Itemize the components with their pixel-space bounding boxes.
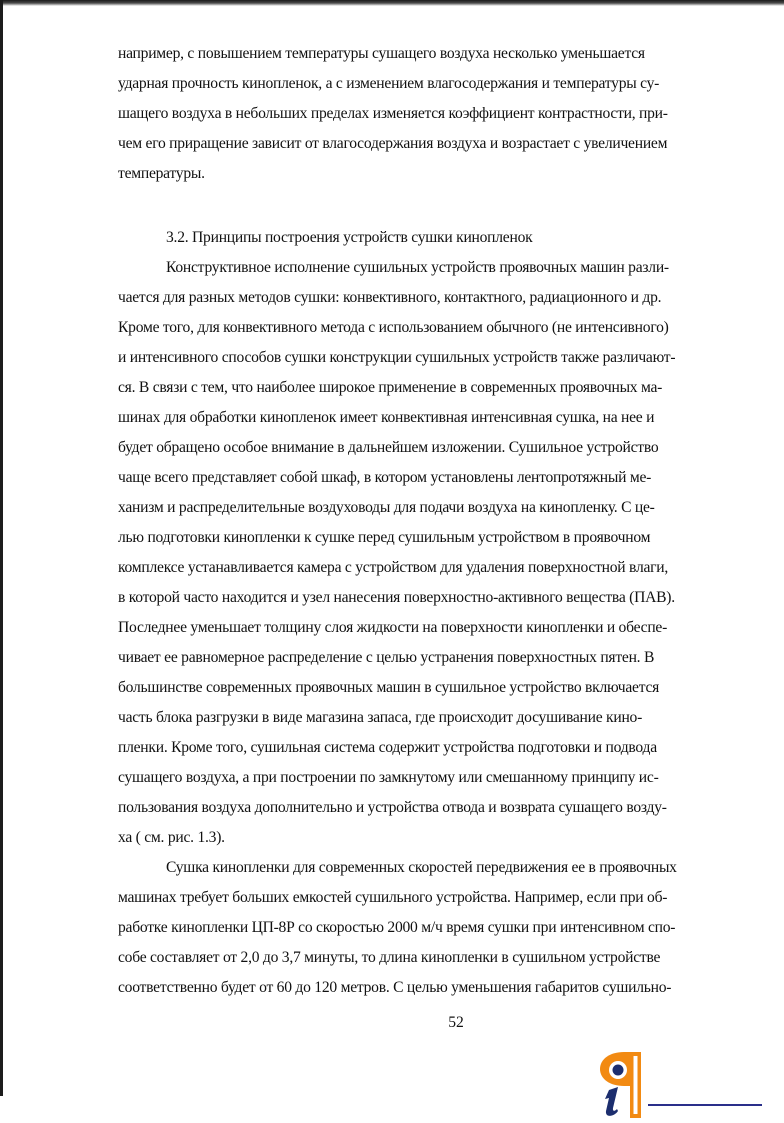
- text-line: Сушка кинопленки для современных скоростей передвижения ее в проявочных: [166, 859, 677, 876]
- text-line: собе составляет от 2,0 до 3,7 минуты, то длина кинопленки в сушильном устройстве: [118, 949, 661, 966]
- section-heading: 3.2. Принципы построения устройств сушки кинопленок: [166, 229, 533, 246]
- scan-top-edge-shadow: [0, 0, 784, 6]
- text-line: Конструктивное исполнение сушильных устройств проявочных машин разли-: [166, 259, 669, 276]
- text-line: ся. В связи с тем, что наиболее широкое применение в современных проявочных ма-: [118, 379, 663, 396]
- text-line: ханизм и распределительные воздуховоды для подачи воздуха на кинопленку. С це-: [118, 499, 655, 516]
- text-line: сушащего воздуха, а при построении по замкнутому или смешанному принципу ис-: [118, 769, 659, 786]
- text-line: чаще всего представляет собой шкаф, в котором установлены лентопротяжный ме-: [118, 469, 652, 486]
- text-line: пленки. Кроме того, сушильная система содержит устройства подготовки и подвода: [118, 739, 657, 756]
- text-line: шащего воздуха в небольших пределах изменяется коэффициент контрастности, при-: [118, 105, 668, 122]
- text-line: чем его приращение зависит от влагосодержания воздуха и возрастает с увеличением: [118, 135, 668, 152]
- logo-underline-rule: [648, 1104, 762, 1106]
- text-line: лью подготовки кинопленки к сушке перед сушильным устройством в проявочном: [118, 529, 651, 546]
- text-line: Последнее уменьшает толщину слоя жидкости на поверхности кинопленки и обеспе-: [118, 619, 668, 636]
- text-line: работке кинопленки ЦП-8Р со скоростью 2000 м/ч время сушки при интенсивном спо-: [118, 919, 676, 936]
- text-line: в которой часто находится и узел нанесения поверхностно-активного вещества (ПАВ).: [118, 589, 675, 606]
- text-line: и интенсивного способов сушки конструкции сушильных устройств также различают-: [118, 349, 676, 366]
- text-line: пользования воздуха дополнительно и устройства отвода и возврата сушащего возду-: [118, 799, 667, 816]
- text-line: машинах требует больших емкостей сушильного устройства. Например, если при об-: [118, 889, 668, 906]
- logo-italic-i: [605, 1087, 618, 1116]
- logo-stem-highlight: [634, 1056, 638, 1114]
- text-line: например, с повышением температуры сушащего воздуха несколько уменьшается: [118, 45, 645, 62]
- scan-left-edge-shadow: [0, 0, 3, 1096]
- pilcrow-info-logo-icon: [596, 1050, 644, 1120]
- text-line: ха ( см. рис. 1.3).: [118, 829, 225, 846]
- text-line: ударная прочность кинопленок, а с изменением влагосодержания и температуры су-: [118, 75, 660, 92]
- text-line: температуры.: [118, 165, 205, 182]
- text-line: будет обращено особое внимание в дальнейшем изложении. Сушильное устройство: [118, 439, 659, 456]
- text-line: большинстве современных проявочных машин в сушильное устройство включается: [118, 679, 660, 696]
- text-line: комплексе устанавливается камера с устройством для удаления поверхностной влаги,: [118, 559, 669, 576]
- text-line: чается для разных методов сушки: конвективного, контактного, радиационного и др.: [118, 289, 662, 306]
- text-line: чивает ее равномерное распределение с целью устранения поверхностных пятен. В: [118, 649, 655, 666]
- logo-navy-dot: [613, 1065, 624, 1076]
- text-line: часть блока разгрузки в виде магазина запаса, где происходит досушивание кино-: [118, 709, 643, 726]
- page-number: 52: [448, 1014, 464, 1031]
- text-line: соответственно будет от 60 до 120 метров. С целью уменьшения габаритов сушильно-: [118, 979, 672, 996]
- text-line: шинах для обработки кинопленок имеет конвективная интенсивная сушка, на нее и: [118, 409, 655, 426]
- text-line: Кроме того, для конвективного метода с использованием обычного (не интенсивного): [118, 319, 669, 336]
